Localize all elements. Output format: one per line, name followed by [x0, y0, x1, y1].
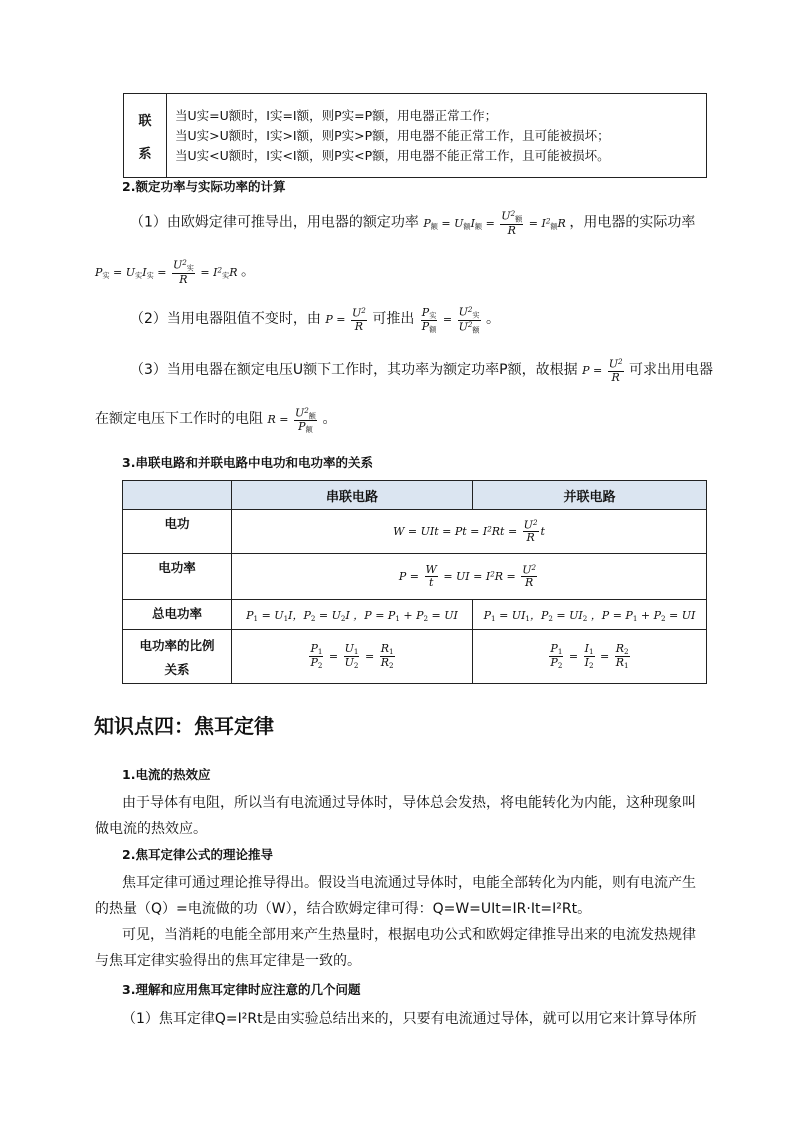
header-empty: [123, 481, 232, 510]
circuit-comparison-table: [122, 480, 707, 684]
paragraph-rated-power: [130, 208, 695, 239]
section-heading: 3.理解和应用焦耳定律时应注意的几个问题: [122, 982, 361, 997]
section-heading: 2.焦耳定律公式的理论推导: [122, 847, 273, 862]
formula-rated-resistance: R = $U^2_额$ $P_额$: [267, 405, 316, 434]
section-heading: 1.电流的热效应: [122, 767, 211, 782]
text: 在额定电压下工作时的电阻: [95, 411, 263, 427]
paragraph-joule-derivation: [95, 870, 696, 974]
text: ，用电器的实际功率: [569, 214, 696, 231]
text-line: 与焦耳定律实验得出的焦耳定律是一致的。: [95, 953, 361, 969]
row-label-power: 电功率: [123, 554, 232, 600]
text: 。: [486, 311, 501, 327]
relation-label-line2: 系: [138, 146, 152, 162]
formula-ratio-series: $\frac{P_1}{P_2}$ = $\frac{U_1}{U_2}$ = $\frac{R_1}{R_2}$: [232, 630, 473, 684]
header-parallel: 并联电路: [473, 481, 707, 510]
paragraph-heat-effect: [95, 790, 696, 842]
text-line: 焦耳定律可通过理论推导得出。假设当电流通过导体时，电能全部转化为内能，则有电流产生: [122, 875, 696, 891]
section-heading: 2.额定功率与实际功率的计算: [122, 179, 286, 194]
paragraph-actual-power: [95, 257, 255, 288]
text: 。: [240, 263, 255, 280]
relation-rows: [167, 94, 707, 178]
text: 可推出: [372, 311, 415, 327]
formula-rated-power: $P_额 = U_额I_额$ = $U^2_额$ R = $I^2_额R$: [423, 209, 570, 237]
row-label-ratio: [123, 630, 232, 684]
text-line: 可见，当消耗的电能全部用来产生热量时，根据电功公式和欧姆定律推导出来的电流发热规律: [122, 927, 696, 943]
paragraph-rated-resistance: [95, 406, 336, 433]
formula-total-parallel: $P_1 = UI_1$，$P_2 = UI_2$ ，$P = P_1 + P_2$ = UI: [473, 600, 707, 630]
text-line: 做电流的热效应。: [95, 821, 207, 837]
text-line: 的热量（Q）=电流做的功（W），结合欧姆定律可得：Q=W=UIt=IR·It=I²Rt。: [95, 901, 592, 917]
text: 可求出用电器: [629, 362, 714, 378]
row-label-ratio-line2: 关系: [164, 662, 190, 677]
relation-label-line1: 联: [138, 113, 152, 129]
text: （2）当用电器阻值不变时，由: [130, 311, 321, 327]
relation-label: [124, 94, 167, 178]
formula-power-u2r-2: P = $\frac{U^2}{R}$: [582, 357, 623, 384]
formula-total-series: $P_1 = U_1I$，$P_2 = U_2I$ ，$P = P_1 + P_2$ = UI: [232, 600, 473, 630]
formula-power: P = $\frac{W}{t}$ = UI = $I^2R$ = $\frac{U^2}{R}$: [232, 554, 707, 600]
formula-actual-power: $P_实 = U_实I_实$ = $U^2_实$ R = $I^2_实R$: [95, 258, 241, 286]
formula-power-ratio: $P_实$ $P_额$ = $U^2_实$ $U^2_额$: [421, 305, 480, 334]
text: 。: [322, 411, 337, 427]
paragraph-rated-voltage: [130, 357, 713, 384]
relation-table: [123, 93, 707, 178]
relation-row: 当U实=U额时，I实=I额，则P实=P额，用电器正常工作；: [175, 107, 498, 123]
paragraph-joule-notes: （1）焦耳定律Q=I²Rt是由实验总结出来的，只要有电流通过导体，就可以用它来计算导体所: [122, 1011, 697, 1027]
text: （3）当用电器在额定电压U额下工作时，其功率为额定功率P额，故根据: [130, 362, 578, 378]
row-label-work: 电功: [123, 510, 232, 554]
text: （1）由欧姆定律可推导出，用电器的额定功率: [130, 214, 419, 231]
row-label-total: 总电功率: [123, 600, 232, 630]
formula-work: W = UIt = $Pt = I^2Rt$ = $\frac{U^2}{R}$ t: [232, 510, 707, 554]
text-line: 由于导体有电阻，所以当有电流通过导体时，导体总会发热，将电能转化为内能，这种现象叫: [122, 795, 696, 811]
row-label-ratio-line1: 电功率的比例: [139, 638, 215, 653]
relation-row: 当U实>U额时，I实>I额，则P实>P额，用电器不能正常工作，且可能被损坏；: [175, 127, 610, 143]
header-series: 串联电路: [232, 481, 473, 510]
paragraph-constant-resistance: [130, 306, 500, 334]
formula-ratio-parallel: $\frac{P_1}{P_2}$ = $\frac{I_1}{I_2}$ = $\frac{R_2}{R_1}$: [473, 630, 707, 684]
knowledge-point-title: 知识点四：焦耳定律: [94, 714, 274, 738]
relation-row: 当U实<U额时，I实<I额，则P实<P额，用电器不能正常工作，且可能被损坏。: [175, 147, 610, 163]
formula-power-u2r: P = $\frac{U^2}{R}$: [325, 306, 366, 333]
section-heading: 3.串联电路和并联电路中电功和电功率的关系: [122, 455, 373, 470]
